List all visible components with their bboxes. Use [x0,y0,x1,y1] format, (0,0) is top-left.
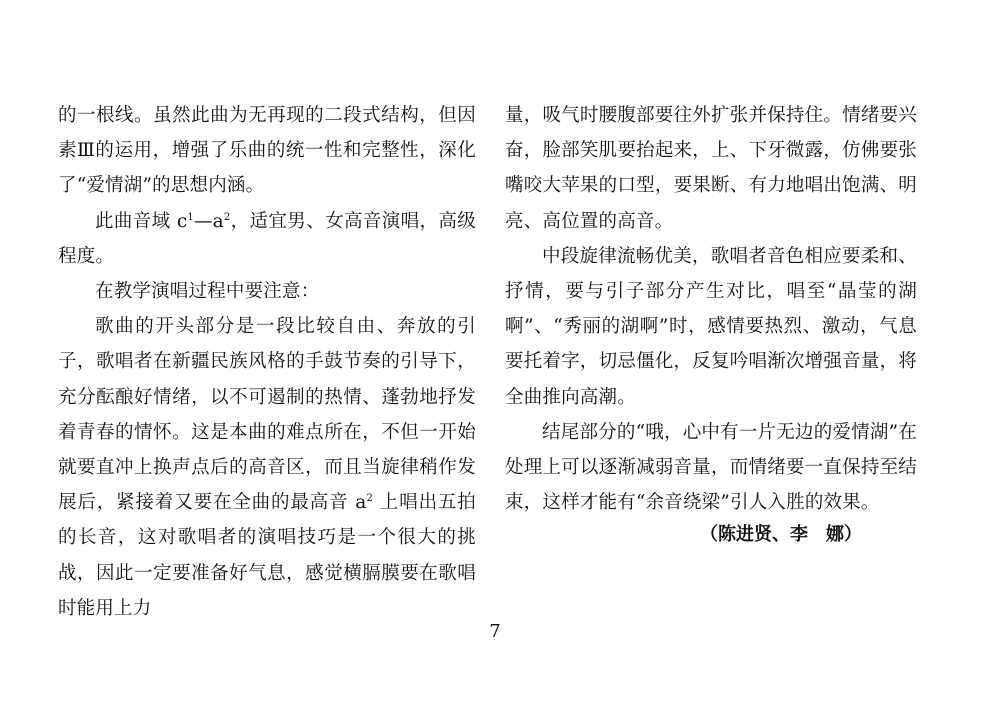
page-number: 7 [489,621,501,642]
paragraph-breathing: 量，吸气时腰腹部要往外扩张并保持住。情绪要兴奋，脸部笑肌要抬起来，上、下牙微露，仿佛要张嘴咬大苹果的口型，要果断、有力地唱出饱满、明亮、高位置的高音。 [505,105,917,232]
vocal-range-text-b: —a [193,210,224,232]
intro-text-a: 歌曲的开头部分是一段比较自由、奔放的引子，歌唱者在新疆民族风格的手鼓节奏的引导下，充分酝酿好情绪，以不可遏制的热情、蓬勃地抒发着青春的情怀。这是本曲的难点所在，不但一开始就要直冲上换声点后的高音区，而且当旋律稍作发展后，紧接着又要在全曲的最高音 a [58,316,476,514]
vocal-range-sup-1: 1 [187,211,194,223]
vocal-range-sup-2: 2 [223,211,231,223]
paragraph-middle-section: 中段旋律流畅优美，歌唱者音色相应要柔和、抒情，要与引子部分产生对比，唱至“晶莹的湖啊”、“秀丽的湖啊”时，感情要热烈、激动，气息要托着字，切忌僵化，反复吟唱渐次增强音量，将全曲推向高潮。 [505,245,917,408]
vocal-range-text-c: ，适宜男、女高音演唱，高级程度。 [58,210,476,267]
vocal-range-text-a: 此曲音域 c [95,210,188,232]
intro-text-b: 上唱出五拍的长音，这对歌唱者的演唱技巧是一个很大的挑战，因此一定要准备好气息，感觉横膈膜要在歌唱时能用上力 [58,492,476,619]
paragraph-vocal-range [58,204,476,274]
intro-sup: 2 [366,493,374,505]
paragraph-structure-conclusion: 的一根线。虽然此曲为无再现的二段式结构，但因素Ⅲ的运用，增强了乐曲的统一性和完整性，深化了“爱情湖”的思想内涵。 [58,105,476,197]
left-text-column [58,98,476,626]
paragraph-introduction-section [58,309,476,626]
paragraph-teaching-notes: 在教学演唱过程中要注意： [95,281,320,303]
author-credit: （陈进贤、李 娜） [700,524,862,545]
paragraph-ending-section: 结尾部分的“哦，心中有一片无边的爱情湖”在处理上可以逐渐减弱音量，而情绪要一直保持至结束，这样才能有“余音绕梁”引人入胜的效果。 [505,421,917,514]
right-text-column [505,98,917,520]
